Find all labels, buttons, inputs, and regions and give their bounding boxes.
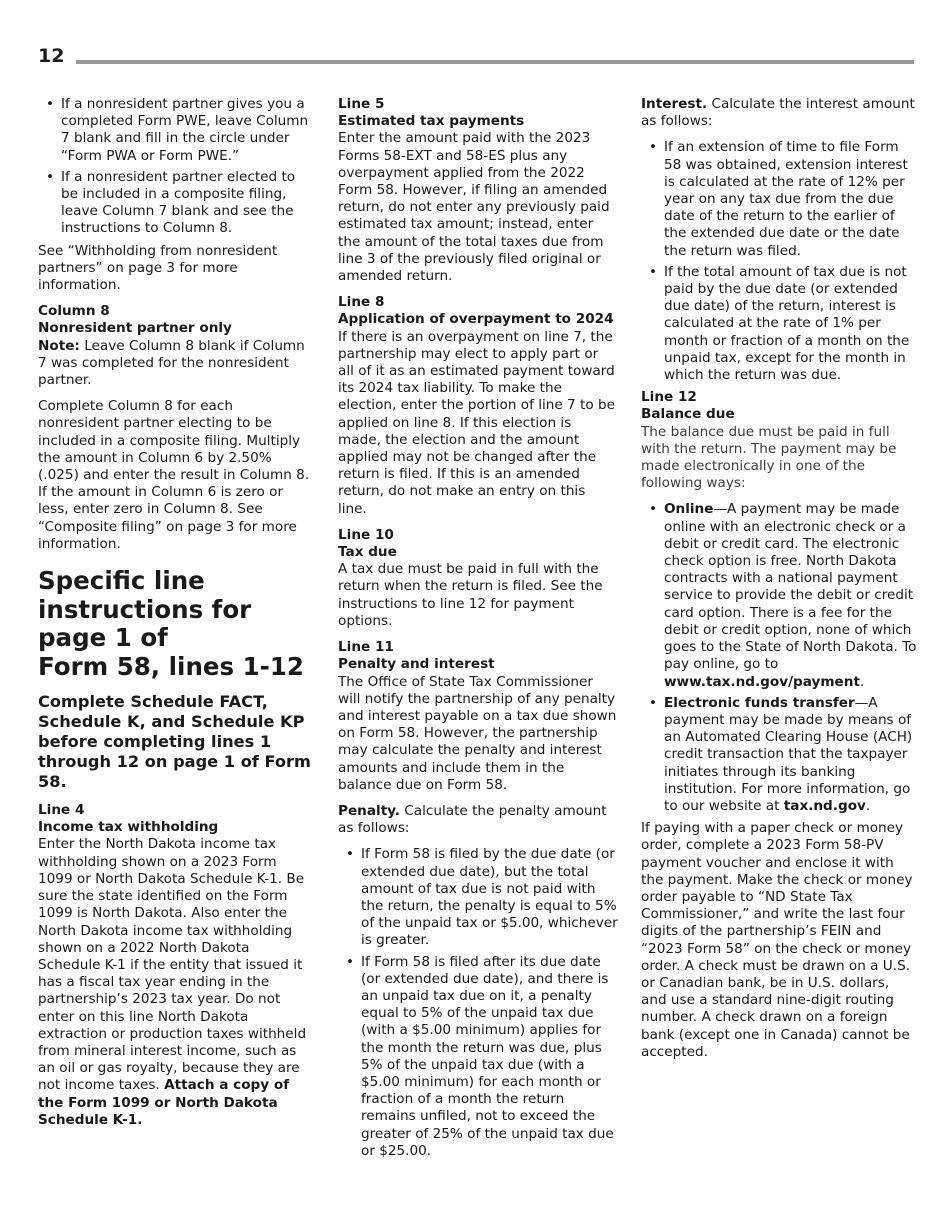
website-link[interactable]: tax.nd.gov <box>783 797 866 814</box>
penalty-bullets <box>338 846 618 1160</box>
note-text: Leave Column 8 blank if Column 7 was completed for the nonresident partner. <box>38 337 305 389</box>
line11-body: The Office of State Tax Commissioner will notify the partnership of any penalty and interest payable on a tax due shown on Form 58. However, the partnership may calculate the penalty and interest amounts and include them in the balance due on Form 58. <box>338 673 617 793</box>
line4-attach: Attach a copy of the Form 1099 or North Dakota Schedule K-1. <box>38 1077 290 1128</box>
see-withholding-text: See “Withholding from nonresident partners” on page 3 for more information. <box>38 242 278 294</box>
penalty-bullet-filed-on-time: • If Form 58 is filed by the due date (or extended due date), but the total amount of tax due is not paid with the return, the penalty is equal to 5% of the unpaid tax or $5.00, whichever is greater. <box>338 846 618 949</box>
column-1 <box>38 96 315 1138</box>
interest-intro <box>641 96 919 130</box>
bullet-pwe: • If a nonresident partner gives you a completed Form PWE, leave Column 7 blank and fill in the circle under “Form PWA or Form PWE.” <box>38 96 315 165</box>
section-heading-line1: Specific line instructions for page 1 of <box>38 566 252 653</box>
section-heading-line2: Form 58, lines 1-12 <box>38 651 304 681</box>
note-label: Note: <box>38 337 80 354</box>
column8-body: Complete Column 8 for each nonresident partner electing to be included in a composite filing. Multiply the amount in Column 6 by 2.50% (.025) and enter the result in Column 8. If the amount in Column 6 is zero or less, enter zero in Column 8. See “Composite filing” on page 3 for more information. <box>38 398 310 552</box>
online-end: . <box>859 673 865 690</box>
online-text: —A payment may be made online with an electronic check or a debit or credit card. The electronic check option is free. North Dakota contracts with a national payment service to provide the debit or credit card option. There is a fee for the debit or credit option, none of which goes to the State of North Dakota. To pay online, go to <box>664 501 917 673</box>
column8-note <box>38 338 315 390</box>
line11-title: Line 11 <box>338 639 394 656</box>
section-heading <box>38 567 315 681</box>
eft-end: . <box>865 797 871 814</box>
paper-check-text: If paying with a paper check or money order, complete a 2023 Form 58-PV payment voucher and enclose it with the payment. Make the check or money order payable to “ND State Tax Commissioner,” and write the last four digits of the partnership’s FEIN and “2023 Form 58” on the check or money order. A check must be drawn on a U.S. or Canadian bank, be in U.S. dollars, and use a standard nine-digit routing number. A check drawn on a foreign bank (except one in Canada) cannot be accepted. <box>641 820 913 1060</box>
line4-title: Line 4 <box>38 802 85 819</box>
header-rule <box>76 60 914 64</box>
column7-bullets <box>38 96 315 238</box>
interest-bullet-extension: • If an extension of time to file Form 58 was obtained, extension interest is calculated at the rate of 12% per year on any tax due from the due date of the return to the earlier of the extended due date or the date the return was filed. <box>641 139 919 259</box>
payment-option-online <box>641 501 919 690</box>
eft-label: Electronic funds transfer <box>664 694 855 711</box>
line5-subtitle: Estimated tax payments <box>338 113 525 130</box>
payment-option-eft <box>641 695 919 815</box>
eft-text: —A payment may be made by means of an Automated Clearing House (ACH) credit transaction that the taxpayer initiates through its banking institution. For more information, go to our website at <box>664 694 913 814</box>
online-label: Online <box>664 501 714 518</box>
line12-body: The balance due must be paid in full with the return. The payment may be made electronically in one of the following ways: <box>641 423 897 492</box>
penalty-bullet-filed-late: • If Form 58 is filed after its due date (or extended due date), and there is an unpaid tax due on it, a penalty equal to 5% of the unpaid tax due (with a $5.00 minimum) applies for the month the return was due, plus 5% of the unpaid tax due (with a $5.00 minimum) for each month or fraction of a month the return remains unfiled, not to exceed the greater of 25% of the unpaid tax due or $25.00. <box>338 954 618 1160</box>
section-subheading: Complete Schedule FACT, Schedule K, and Schedule KP before completing lines 1 through 12 on page 1 of Form 58. <box>38 692 311 792</box>
line8-body: If there is an overpayment on line 7, the partnership may elect to apply part or all of it as an estimated payment toward its 2024 tax liability. To make the election, enter the portion of line 7 to be applied on line 8. If this election is made, the election and the amount applied may not be changed after the return is filed. If this is an amended return, do not make an entry on this line. <box>338 328 615 517</box>
penalty-text: Calculate the penalty amount as follows: <box>338 802 607 837</box>
payment-options <box>641 501 919 815</box>
online-payment-link[interactable]: www.tax.nd.gov/payment <box>664 673 860 690</box>
line4-text: Enter the North Dakota income tax withholding shown on a 2023 Form 1099 or North Dakota Schedule K-1. Be sure the state identified on the Form 1099 is North Dakota. Also enter the North Dakota income tax withholding shown on a 2022 North Dakota Schedule K-1 if the entity that issued it has a fiscal tax year ending in the partnership’s 2023 tax year. Do not enter on this line North Dakota extraction or production taxes withheld from mineral interest income, such as an oil or gas royalty, because they are not income taxes. <box>38 836 307 1094</box>
line11-subtitle: Penalty and interest <box>338 656 495 673</box>
line10-title: Line 10 <box>338 526 394 543</box>
interest-bullets <box>641 139 919 384</box>
line4-subtitle: Income tax withholding <box>38 819 219 836</box>
page-number: 12 <box>38 45 65 67</box>
column8-subtitle: Nonresident partner only <box>38 320 232 337</box>
line8-title: Line 8 <box>338 294 385 311</box>
line8-subtitle: Application of overpayment to 2024 <box>338 311 614 328</box>
bullet-composite: • If a nonresident partner elected to be included in a composite filing, leave Column 7 blank and see the instructions to Column 8. <box>38 169 315 238</box>
line5-title: Line 5 <box>338 96 385 112</box>
interest-text: Calculate the interest amount as follows: <box>641 96 915 130</box>
line12-title: Line 12 <box>641 389 697 406</box>
line10-subtitle: Tax due <box>338 544 397 561</box>
line12-subtitle: Balance due <box>641 406 735 423</box>
penalty-label: Penalty. <box>338 802 400 819</box>
column8-title: Column 8 <box>38 303 110 320</box>
column-3 <box>641 96 919 1070</box>
column-2 <box>338 96 618 1165</box>
line4-body <box>38 836 315 1128</box>
line10-body: A tax due must be paid in full with the return when the return is filed. See the instructions to line 12 for payment options. <box>338 561 603 629</box>
interest-bullet-unpaid: • If the total amount of tax due is not paid by the due date (or extended due date) of the return, interest is calculated at the rate of 1% per month or fraction of a month on the unpaid tax, except for the month in which the return was due. <box>641 264 919 384</box>
page-header <box>38 44 914 68</box>
interest-label: Interest. <box>641 96 708 112</box>
penalty-intro <box>338 803 618 837</box>
line5-body: Enter the amount paid with the 2023 Forms 58-EXT and 58-ES plus any overpayment applied from the 2022 Form 58. However, if filing an amended return, do not enter any previously paid estimated tax amount; instead, enter the amount of the total taxes due from line 3 of the previously filed original or amended return. <box>338 130 610 285</box>
